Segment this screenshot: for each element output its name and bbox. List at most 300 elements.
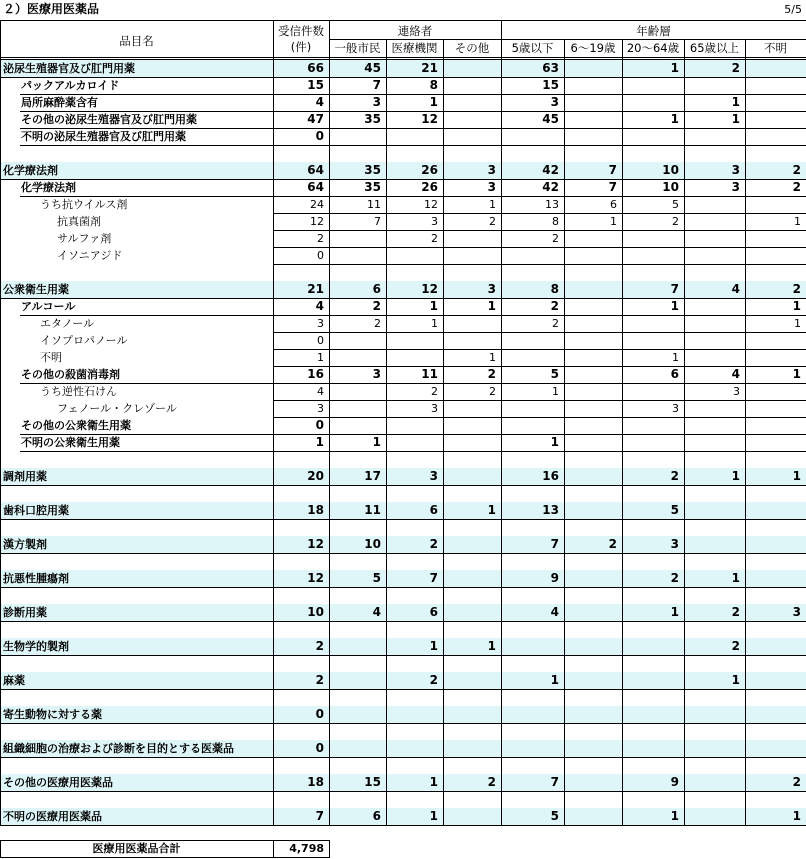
row-value: 11 xyxy=(421,367,438,381)
row-value: 1 xyxy=(487,639,496,653)
row-value xyxy=(386,349,438,366)
row-value: 2 xyxy=(372,299,381,313)
row-value: 1 xyxy=(317,351,324,364)
column-header: その他 xyxy=(454,41,490,55)
column-header: 5歳以下 xyxy=(511,41,554,55)
row-value: 2 xyxy=(431,385,438,398)
column-divider xyxy=(564,39,565,825)
row-divider xyxy=(0,689,806,690)
row-value: 21 xyxy=(307,282,324,296)
row-value xyxy=(684,400,740,417)
row-value xyxy=(622,434,679,451)
row-value xyxy=(564,366,617,383)
row-value: 9 xyxy=(670,775,679,789)
row-value xyxy=(745,400,801,417)
row-value: 8 xyxy=(429,78,438,92)
row-value: 1 xyxy=(489,198,496,211)
row-value: 2 xyxy=(731,605,740,619)
row-label: サルファ剤 xyxy=(57,232,112,245)
row-value xyxy=(564,77,617,94)
row-value xyxy=(501,332,559,349)
item-name-header: 品目名 xyxy=(119,34,154,48)
row-value: 6 xyxy=(372,809,381,823)
row-value xyxy=(443,315,496,332)
row-value: 8 xyxy=(550,282,559,296)
header-sub-line xyxy=(329,39,806,40)
row-value xyxy=(564,740,617,757)
row-value: 35 xyxy=(364,180,381,194)
row-value: 1 xyxy=(429,639,438,653)
row-value xyxy=(684,536,740,553)
row-value xyxy=(684,128,740,145)
row-value xyxy=(745,706,801,723)
row-value xyxy=(564,502,617,519)
row-value: 0 xyxy=(315,741,324,755)
row-value xyxy=(564,383,617,400)
column-divider xyxy=(501,20,502,825)
column-header: 20～64歳 xyxy=(626,41,680,55)
row-value: 2 xyxy=(487,367,496,381)
row-value xyxy=(443,94,496,111)
row-value xyxy=(329,400,381,417)
row-value xyxy=(564,128,617,145)
row-value xyxy=(745,60,801,77)
row-value xyxy=(329,332,381,349)
row-value: 2 xyxy=(731,639,740,653)
row-value: 7 xyxy=(372,78,381,92)
row-divider xyxy=(273,230,806,231)
row-value: 3 xyxy=(733,385,740,398)
row-value: 1 xyxy=(794,317,801,330)
row-value: 66 xyxy=(307,61,324,75)
row-value: 2 xyxy=(792,163,801,177)
column-header: 6～19歳 xyxy=(570,41,616,55)
row-label: うち逆性石けん xyxy=(40,385,117,398)
row-value: 3 xyxy=(317,402,324,415)
row-value: 15 xyxy=(364,775,381,789)
row-label: 寄生動物に対する薬 xyxy=(3,708,102,721)
row-value xyxy=(386,247,438,264)
row-value xyxy=(329,247,381,264)
row-value: 1 xyxy=(372,435,381,449)
row-value xyxy=(564,298,617,315)
row-value: 1 xyxy=(429,299,438,313)
row-value: 5 xyxy=(670,503,679,517)
row-label: その他の医療用医薬品 xyxy=(3,776,113,789)
row-value: 45 xyxy=(542,112,559,126)
row-value: 11 xyxy=(364,503,381,517)
row-divider xyxy=(20,128,806,129)
row-value: 1 xyxy=(670,299,679,313)
row-value: 2 xyxy=(315,673,324,687)
row-value: 1 xyxy=(429,95,438,109)
row-label: 不明の泌尿生殖器官及び肛門用薬 xyxy=(21,130,186,143)
row-divider xyxy=(0,723,806,724)
row-value xyxy=(564,706,617,723)
row-value xyxy=(443,570,496,587)
row-value: 7 xyxy=(550,537,559,551)
row-value: 1 xyxy=(731,469,740,483)
row-label: 組織細胞の治療および診断を目的とする医薬品 xyxy=(3,742,234,755)
header-top-line xyxy=(0,20,806,21)
row-value: 9 xyxy=(550,571,559,585)
row-value xyxy=(329,740,381,757)
row-value xyxy=(745,332,801,349)
row-value xyxy=(564,808,617,825)
row-value xyxy=(501,247,559,264)
row-value xyxy=(443,400,496,417)
row-value: 2 xyxy=(552,317,559,330)
column-header: 医療機関 xyxy=(391,41,438,55)
row-value xyxy=(684,349,740,366)
row-label: うち抗ウイルス剤 xyxy=(40,198,128,211)
row-value: 1 xyxy=(610,215,617,228)
row-value: 0 xyxy=(317,249,324,262)
row-value: 11 xyxy=(367,198,381,211)
row-value: 7 xyxy=(429,571,438,585)
row-value: 10 xyxy=(662,180,679,194)
row-value xyxy=(564,111,617,128)
row-value: 2 xyxy=(317,232,324,245)
row-value xyxy=(564,349,617,366)
row-value: 6 xyxy=(429,503,438,517)
row-value: 1 xyxy=(431,317,438,330)
column-divider xyxy=(622,39,623,825)
row-value xyxy=(564,434,617,451)
row-label: パックアルカロイド xyxy=(21,79,120,92)
row-value xyxy=(443,434,496,451)
row-value: 1 xyxy=(672,351,679,364)
row-value xyxy=(622,706,679,723)
row-value: 4 xyxy=(731,282,740,296)
header-bottom-line xyxy=(0,57,806,58)
row-label: アルコール xyxy=(21,300,76,313)
row-value xyxy=(745,128,801,145)
row-value xyxy=(329,672,381,689)
row-label: 化学療法剤 xyxy=(21,181,76,194)
row-label: イソニアジド xyxy=(57,249,123,262)
row-value xyxy=(564,417,617,434)
column-divider xyxy=(684,39,685,825)
row-value: 20 xyxy=(307,469,324,483)
row-value: 3 xyxy=(731,163,740,177)
section-title: ２）医療用医薬品 xyxy=(3,2,100,16)
row-value: 15 xyxy=(542,78,559,92)
row-divider xyxy=(20,383,806,384)
row-value: 2 xyxy=(315,639,324,653)
row-value xyxy=(745,349,801,366)
row-value xyxy=(564,94,617,111)
row-value xyxy=(684,706,740,723)
row-value xyxy=(745,77,801,94)
row-label: 抗真菌剤 xyxy=(57,215,101,228)
row-value xyxy=(564,570,617,587)
row-value xyxy=(386,706,438,723)
row-value xyxy=(745,247,801,264)
row-value xyxy=(386,128,438,145)
row-value xyxy=(329,349,381,366)
row-label: 泌尿生殖器官及び肛門用薬 xyxy=(3,62,135,75)
row-divider xyxy=(0,77,806,78)
row-divider xyxy=(0,655,806,656)
row-value: 64 xyxy=(307,163,324,177)
column-divider xyxy=(273,20,274,825)
column-header: 一般市民 xyxy=(334,41,381,55)
row-value xyxy=(443,230,496,247)
row-value: 42 xyxy=(542,163,559,177)
row-value: 1 xyxy=(487,299,496,313)
column-divider xyxy=(443,39,444,825)
row-value: 2 xyxy=(608,537,617,551)
row-value xyxy=(564,247,617,264)
row-value: 10 xyxy=(307,605,324,619)
row-value xyxy=(745,434,801,451)
row-value: 8 xyxy=(552,215,559,228)
row-value xyxy=(745,502,801,519)
row-value: 5 xyxy=(550,367,559,381)
row-value xyxy=(684,213,740,230)
row-divider xyxy=(20,111,806,112)
row-divider xyxy=(0,485,806,486)
row-value: 1 xyxy=(792,469,801,483)
row-label: その他の公衆衛生用薬 xyxy=(21,419,131,432)
received-unit: (件) xyxy=(290,40,312,54)
row-value: 5 xyxy=(672,198,679,211)
row-value xyxy=(329,383,381,400)
row-value: 12 xyxy=(307,537,324,551)
row-label: エタノール xyxy=(40,317,95,330)
row-value: 10 xyxy=(662,163,679,177)
row-value: 2 xyxy=(792,282,801,296)
row-value xyxy=(622,740,679,757)
row-value xyxy=(443,672,496,689)
row-value: 4 xyxy=(731,367,740,381)
row-value: 1 xyxy=(670,605,679,619)
row-value: 3 xyxy=(431,215,438,228)
row-divider xyxy=(0,553,806,554)
row-value xyxy=(684,298,740,315)
row-divider xyxy=(273,366,806,367)
row-value: 13 xyxy=(545,198,559,211)
row-value: 1 xyxy=(731,571,740,585)
row-value: 3 xyxy=(487,163,496,177)
row-value xyxy=(386,417,438,434)
row-value: 3 xyxy=(317,317,324,330)
row-divider xyxy=(20,315,806,316)
row-divider xyxy=(273,417,806,418)
row-label: 漢方製剤 xyxy=(3,538,47,551)
row-value: 7 xyxy=(550,775,559,789)
row-value: 3 xyxy=(372,95,381,109)
row-value xyxy=(745,740,801,757)
row-value: 0 xyxy=(315,418,324,432)
row-label: 不明の医療用医薬品 xyxy=(3,810,102,823)
row-value xyxy=(329,128,381,145)
row-value: 2 xyxy=(489,215,496,228)
row-value xyxy=(443,111,496,128)
row-value: 2 xyxy=(792,775,801,789)
row-value xyxy=(501,417,559,434)
row-value xyxy=(745,638,801,655)
row-value xyxy=(622,383,679,400)
row-label: 歯科口腔用薬 xyxy=(3,504,69,517)
row-value xyxy=(622,315,679,332)
row-value xyxy=(564,315,617,332)
column-divider xyxy=(329,20,330,825)
row-value: 7 xyxy=(608,180,617,194)
row-value: 42 xyxy=(542,180,559,194)
row-label: その他の泌尿生殖器官及び肛門用薬 xyxy=(21,113,197,126)
row-value xyxy=(501,706,559,723)
row-value xyxy=(501,638,559,655)
total-box-bottom xyxy=(0,857,329,858)
row-value xyxy=(564,230,617,247)
row-value: 26 xyxy=(421,180,438,194)
row-divider xyxy=(20,94,806,95)
row-value xyxy=(622,247,679,264)
row-value: 16 xyxy=(307,367,324,381)
row-value: 3 xyxy=(550,95,559,109)
row-divider xyxy=(0,757,806,758)
row-divider xyxy=(273,213,806,214)
row-value: 12 xyxy=(310,215,324,228)
row-label: 診断用薬 xyxy=(3,606,47,619)
row-value: 2 xyxy=(672,215,679,228)
row-value xyxy=(745,230,801,247)
row-value xyxy=(622,417,679,434)
row-value: 1 xyxy=(731,95,740,109)
left-border xyxy=(0,20,1,825)
row-value: 24 xyxy=(310,198,324,211)
row-value xyxy=(622,672,679,689)
row-value: 15 xyxy=(307,78,324,92)
row-value: 21 xyxy=(421,61,438,75)
row-value: 2 xyxy=(670,469,679,483)
row-value: 2 xyxy=(374,317,381,330)
row-value xyxy=(622,230,679,247)
row-value xyxy=(443,128,496,145)
row-value xyxy=(684,417,740,434)
row-value xyxy=(622,332,679,349)
row-value xyxy=(745,570,801,587)
row-value: 1 xyxy=(429,775,438,789)
row-value xyxy=(745,383,801,400)
row-value: 16 xyxy=(542,469,559,483)
row-label: 公衆衛生用薬 xyxy=(3,283,69,296)
column-divider xyxy=(745,39,746,825)
row-value: 12 xyxy=(307,571,324,585)
row-divider xyxy=(0,519,806,520)
row-value: 3 xyxy=(670,537,679,551)
row-value xyxy=(443,808,496,825)
row-value: 2 xyxy=(429,537,438,551)
row-value: 12 xyxy=(421,112,438,126)
row-value: 18 xyxy=(307,775,324,789)
row-label: その他の殺菌消毒剤 xyxy=(21,368,120,381)
row-value: 3 xyxy=(672,402,679,415)
row-value xyxy=(684,774,740,791)
row-value xyxy=(443,536,496,553)
row-value: 1 xyxy=(731,112,740,126)
row-value: 3 xyxy=(372,367,381,381)
row-value xyxy=(684,230,740,247)
row-value: 2 xyxy=(429,673,438,687)
row-value: 4 xyxy=(315,95,324,109)
row-divider xyxy=(0,179,806,180)
row-divider xyxy=(0,791,806,792)
row-label: 局所麻酔薬含有 xyxy=(21,96,98,109)
row-value xyxy=(329,638,381,655)
row-value xyxy=(622,77,679,94)
row-value: 5 xyxy=(550,809,559,823)
row-value: 2 xyxy=(670,571,679,585)
row-divider xyxy=(20,145,806,146)
row-value xyxy=(684,740,740,757)
row-value xyxy=(564,468,617,485)
row-value xyxy=(443,604,496,621)
row-value: 1 xyxy=(489,351,496,364)
row-value: 2 xyxy=(550,299,559,313)
received-header: 受信件数 xyxy=(278,24,324,38)
row-value: 3 xyxy=(487,180,496,194)
row-label: フェノール・クレゾール xyxy=(57,402,177,415)
row-value: 10 xyxy=(364,537,381,551)
row-value: 17 xyxy=(364,469,381,483)
row-value xyxy=(443,417,496,434)
row-label: 化学療法剤 xyxy=(3,164,58,177)
row-value: 7 xyxy=(315,809,324,823)
row-value xyxy=(745,536,801,553)
row-value: 1 xyxy=(552,385,559,398)
row-value: 26 xyxy=(421,163,438,177)
row-value xyxy=(329,706,381,723)
row-value: 2 xyxy=(489,385,496,398)
row-value: 12 xyxy=(424,198,438,211)
column-header: 不明 xyxy=(764,41,787,55)
row-value: 4 xyxy=(315,299,324,313)
row-value: 1 xyxy=(792,299,801,313)
row-value: 0 xyxy=(315,707,324,721)
row-value xyxy=(443,332,496,349)
row-value: 0 xyxy=(315,129,324,143)
row-divider xyxy=(273,264,806,265)
row-divider xyxy=(0,621,806,622)
row-value: 1 xyxy=(794,215,801,228)
row-value: 1 xyxy=(550,435,559,449)
row-value: 18 xyxy=(307,503,324,517)
row-value xyxy=(745,94,801,111)
row-label: 生物学的製剤 xyxy=(3,640,69,653)
row-value: 3 xyxy=(792,605,801,619)
row-value: 4 xyxy=(372,605,381,619)
row-value xyxy=(564,774,617,791)
row-value: 3 xyxy=(731,180,740,194)
row-value xyxy=(443,468,496,485)
row-value: 6 xyxy=(429,605,438,619)
row-value: 45 xyxy=(364,61,381,75)
row-value: 2 xyxy=(792,180,801,194)
row-value xyxy=(622,638,679,655)
row-value: 35 xyxy=(364,163,381,177)
row-value: 3 xyxy=(429,469,438,483)
row-value xyxy=(684,315,740,332)
row-value: 1 xyxy=(550,673,559,687)
row-value xyxy=(443,740,496,757)
contact-header: 連絡者 xyxy=(397,24,433,38)
row-label: 調剤用薬 xyxy=(3,470,47,483)
column-divider xyxy=(386,39,387,825)
row-value: 1 xyxy=(315,435,324,449)
